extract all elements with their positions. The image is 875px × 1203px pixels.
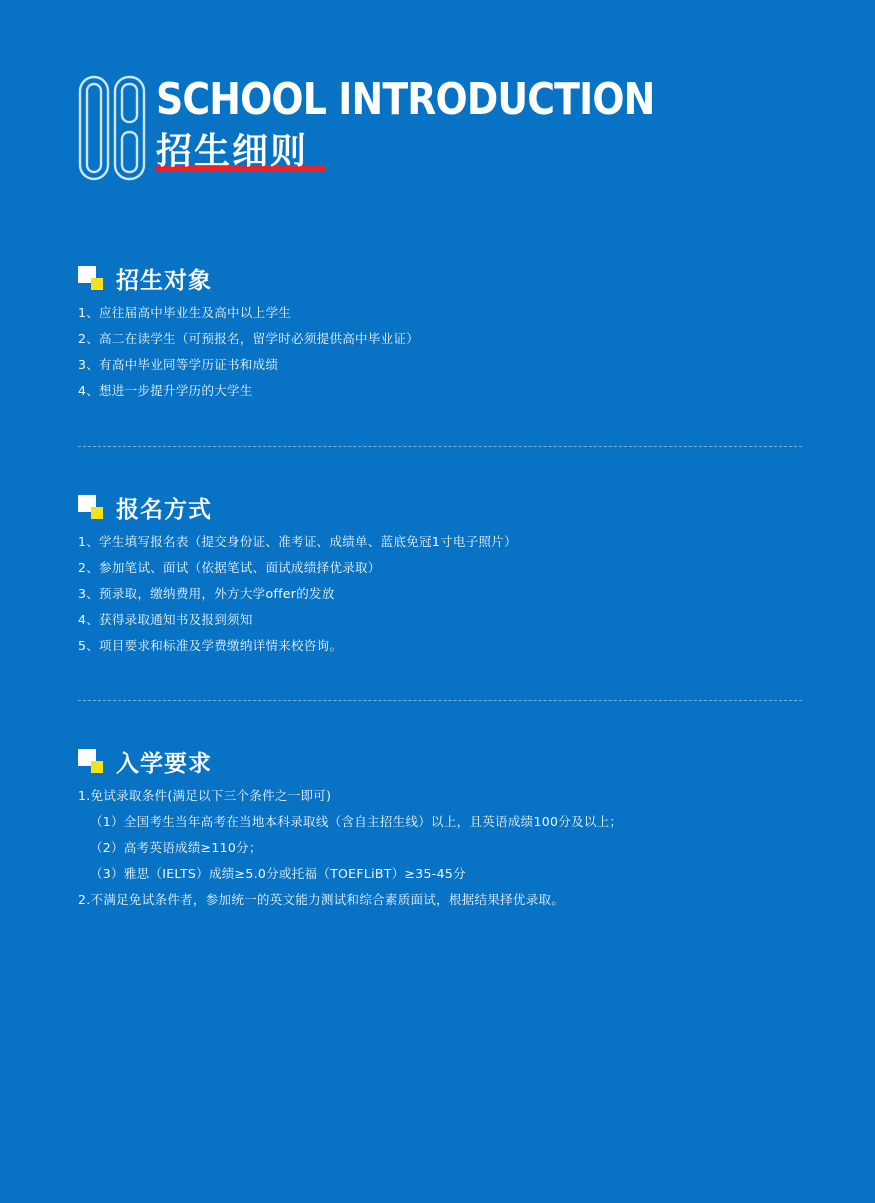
section-enrollment-target	[78, 262, 802, 404]
list-item: 2、参加笔试、面试（依据笔试、面试成绩择优录取）	[78, 560, 381, 575]
item-list	[78, 529, 802, 659]
section-title: 招生对象	[116, 267, 212, 294]
section-application-method	[78, 491, 802, 659]
list-item: 5、项目要求和标准及学费缴纳详情来校咨询。	[78, 638, 343, 653]
section-number-graphic	[78, 74, 146, 182]
list-item: （2）高考英语成绩≥110分；	[90, 840, 262, 855]
list-item: 2.不满足免试条件者，参加统一的英文能力测试和综合素质面试，根据结果择优录取。	[78, 892, 565, 907]
section-heading	[78, 491, 802, 523]
list-item: 4、想进一步提升学历的大学生	[78, 383, 253, 398]
page-title-en: SCHOOL INTRODUCTION	[156, 74, 655, 125]
square-bullet-icon	[78, 266, 104, 290]
section-title: 入学要求	[116, 750, 212, 777]
item-list	[78, 783, 802, 913]
list-item: （3）雅思（IELTS）成绩≥5.0分或托福（TOEFLiBT）≥35-45分	[90, 866, 466, 881]
list-item: 3、有高中毕业同等学历证书和成绩	[78, 357, 279, 372]
square-bullet-icon	[78, 495, 104, 519]
section-title: 报名方式	[116, 496, 212, 523]
list-item: 2、高二在读学生（可预报名，留学时必须提供高中毕业证）	[78, 331, 420, 346]
list-item: 3、预录取，缴纳费用，外方大学offer的发放	[78, 586, 335, 601]
page-title-cn-wrap	[156, 130, 308, 174]
square-bullet-icon	[78, 749, 104, 773]
section-heading	[78, 745, 802, 777]
dashed-divider	[78, 700, 802, 701]
section-admission-requirements	[78, 745, 802, 913]
page-title-cn: 招生细则	[156, 131, 309, 172]
list-item: 1、学生填写报名表（提交身份证、准考证、成绩单、蓝底免冠1寸电子照片）	[78, 534, 517, 549]
list-item: 1、应往届高中毕业生及高中以上学生	[78, 305, 292, 320]
section-heading	[78, 262, 802, 294]
list-item: 4、获得录取通知书及报到须知	[78, 612, 253, 627]
item-list	[78, 300, 802, 404]
dashed-divider	[78, 446, 802, 447]
list-item: （1）全国考生当年高考在当地本科录取线（含自主招生线）以上，且英语成绩100分及以上；	[90, 814, 623, 829]
list-item: 1.免试录取条件(满足以下三个条件之一即可)	[78, 788, 332, 803]
